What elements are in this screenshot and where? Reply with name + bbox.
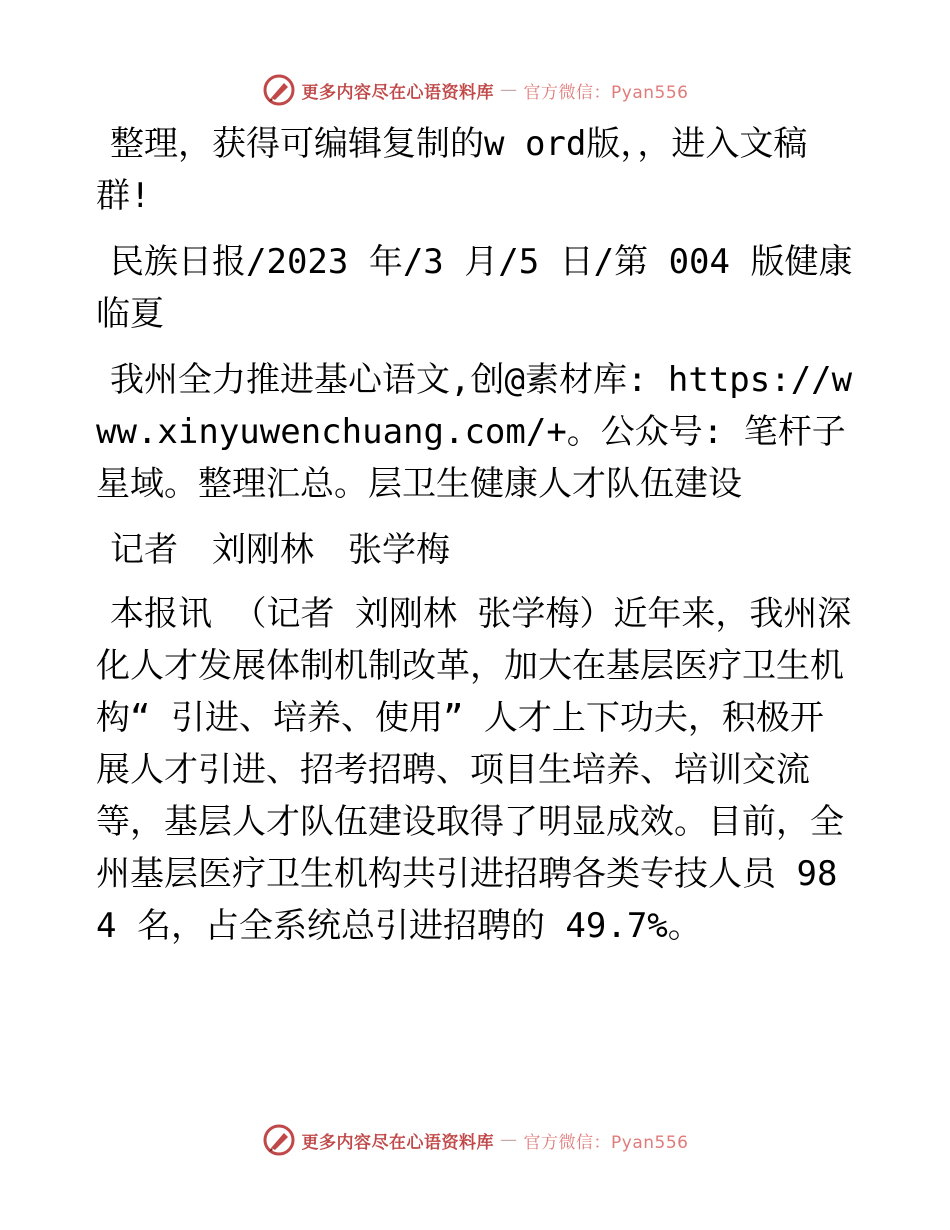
banner-wechat-text: 官方微信：Pyan556: [523, 1132, 689, 1153]
banner-brand-text: 更多内容尽在心语资料库: [301, 82, 495, 103]
pen-logo-icon: [262, 73, 296, 107]
pen-logo-icon: [262, 1123, 296, 1157]
footer-watermark-banner: [0, 1120, 950, 1160]
banner-wechat-text: 官方微信：Pyan556: [523, 82, 689, 103]
banner-separator: —: [500, 80, 518, 100]
document-body: [96, 118, 856, 966]
document-paragraph: 整理，获得可编辑复制的w ord版，，进入文稿群!: [96, 124, 808, 216]
banner-separator: —: [500, 1130, 518, 1150]
document-paragraph: 本报讯 （记者 刘刚林 张学梅）近年来，我州深化人才发展体制机制改革，加大在基层医疗卫生机构“ 引进、培养、使用” 人才上下功夫，积极开展人才引进、招考招聘、项目生培养、培训交流等，基层人才队伍建设取得了明显成效。目前，全州基层医疗卫生机构共引进招聘各类专技人员 984 名，占全系统总引进招聘的 49.7%。: [96, 594, 852, 946]
banner-brand-text: 更多内容尽在心语资料库: [301, 1132, 495, 1153]
document-paragraph: 民族日报/2023 年/3 月/5 日/第 004 版健康临夏: [96, 242, 853, 334]
document-byline: 记者 刘刚林 张学梅: [110, 530, 450, 570]
header-watermark-banner: [0, 70, 950, 110]
document-paragraph: 我州全力推进基心语文,创@素材库: https://www.xinyuwenchuang.com/+。公众号: 笔杆子星域。整理汇总。层卫生健康人才队伍建设: [96, 360, 853, 504]
